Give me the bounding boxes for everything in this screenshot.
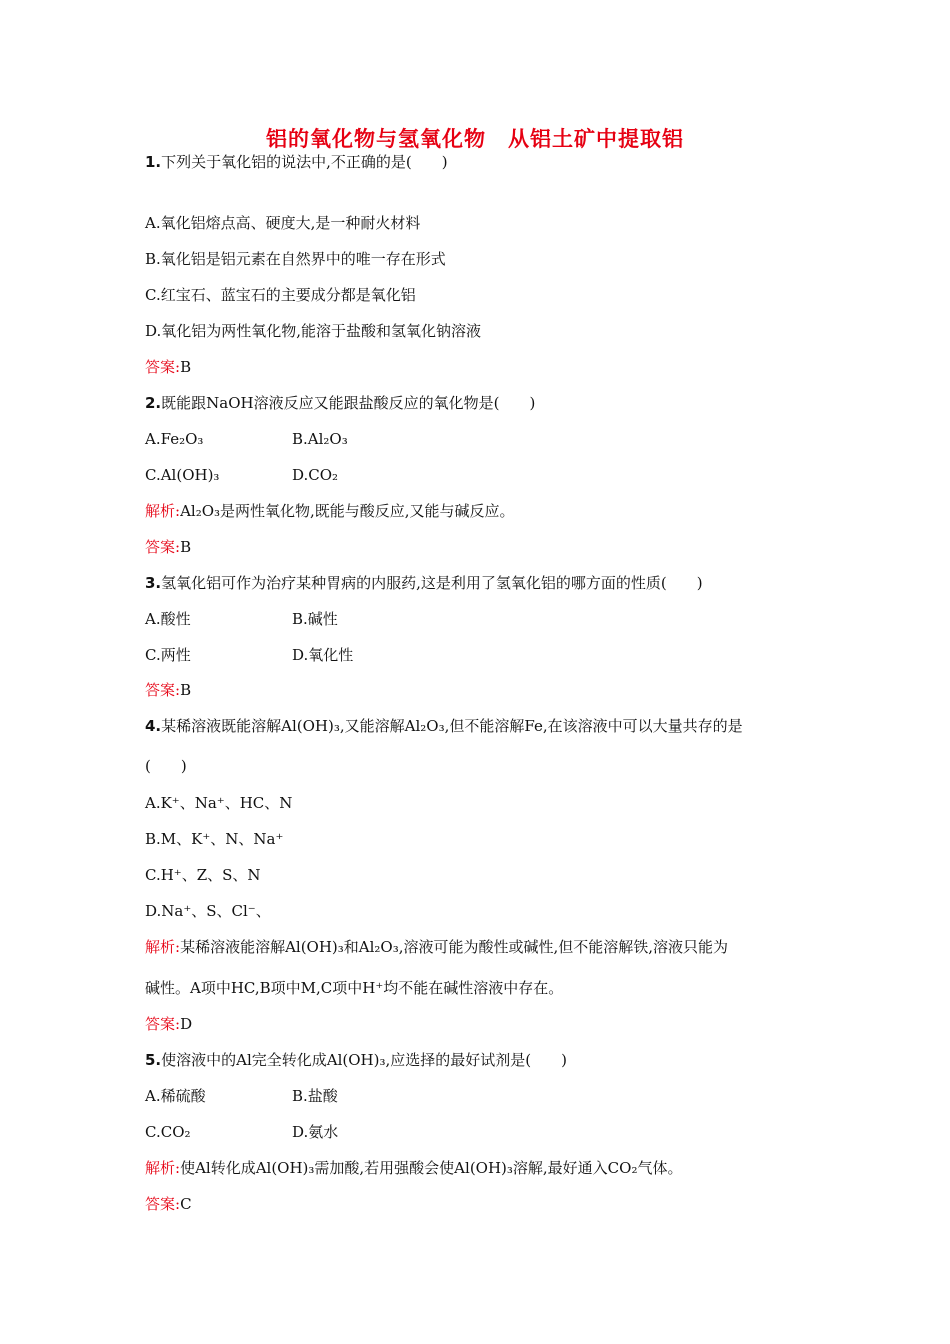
answer-label: 答案:: [145, 681, 181, 699]
q5-answer: [145, 1194, 192, 1214]
q3-option-b: B.碱性: [292, 610, 338, 628]
q2-option-d: D.CO₂: [292, 466, 339, 484]
q1-option-d: D.氧化铝为两性氧化物,能溶于盐酸和氢氧化钠溶液: [145, 322, 482, 340]
question-3: [145, 573, 703, 593]
analysis-text: Al₂O₃是两性氧化物,既能与酸反应,又能与碱反应。: [180, 502, 515, 520]
answer-label: 答案:: [145, 1015, 181, 1033]
q5-option-d: D.氨水: [292, 1123, 339, 1141]
question-1: [145, 152, 448, 172]
answer-label: 答案:: [145, 1195, 181, 1213]
question-number: 4.: [145, 717, 162, 735]
question-number: 5.: [145, 1051, 162, 1069]
q3-option-d: D.氧化性: [292, 646, 354, 664]
question-stem: 氢氧化铝可作为治疗某种胃病的内服药,这是利用了氢氧化铝的哪方面的性质( ): [161, 574, 703, 592]
q4-analysis: [145, 937, 728, 957]
answer-value: D: [180, 1015, 193, 1033]
question-stem: 某稀溶液既能溶解Al(OH)₃,又能溶解Al₂O₃,但不能溶解Fe,在该溶液中可以大量共存的是: [161, 717, 743, 735]
q3-option-a: A.酸性: [145, 610, 191, 628]
question-5: [145, 1050, 567, 1070]
question-number: 1.: [145, 153, 162, 171]
q1-option-b: B.氧化铝是铝元素在自然界中的唯一存在形式: [145, 250, 446, 268]
analysis-label: 解析:: [145, 502, 181, 520]
q4-option-d: D.Na⁺、S、Cl⁻、: [145, 902, 271, 920]
q2-option-b: B.Al₂O₃: [292, 430, 348, 448]
q1-answer: [145, 357, 191, 377]
q2-option-a: A.Fe₂O₃: [145, 430, 204, 448]
answer-value: C: [180, 1195, 192, 1213]
q5-option-a: A.稀硫酸: [145, 1087, 206, 1105]
q5-option-b: B.盐酸: [292, 1087, 338, 1105]
q2-answer: [145, 537, 191, 557]
answer-value: B: [180, 681, 192, 699]
answer-label: 答案:: [145, 538, 181, 556]
question-number: 2.: [145, 394, 162, 412]
q4-option-a: A.K⁺、Na⁺、HC、N: [145, 794, 293, 812]
q4-answer: [145, 1014, 192, 1034]
question-4-blank: ( ): [145, 757, 187, 775]
q5-analysis: [145, 1158, 682, 1178]
question-number: 3.: [145, 574, 162, 592]
analysis-label: 解析:: [145, 1159, 181, 1177]
q1-option-a: A.氧化铝熔点高、硬度大,是一种耐火材料: [145, 214, 421, 232]
question-4: [145, 716, 743, 736]
analysis-text: 使Al转化成Al(OH)₃需加酸,若用强酸会使Al(OH)₃溶解,最好通入CO₂气体。: [180, 1159, 683, 1177]
q1-option-c: C.红宝石、蓝宝石的主要成分都是氧化铝: [145, 286, 416, 304]
analysis-text: 某稀溶液能溶解Al(OH)₃和Al₂O₃,溶液可能为酸性或碱性,但不能溶解铁,溶液只能为: [180, 938, 729, 956]
question-stem: 下列关于氧化铝的说法中,不正确的是( ): [161, 153, 448, 171]
document-title: 铝的氧化物与氢氧化物 从铝土矿中提取铝: [266, 127, 684, 151]
question-2: [145, 393, 535, 413]
question-stem: 使溶液中的Al完全转化成Al(OH)₃,应选择的最好试剂是( ): [161, 1051, 567, 1069]
q2-analysis: [145, 501, 515, 521]
q4-option-c: C.H⁺、Z、S、N: [145, 866, 261, 884]
answer-value: B: [180, 358, 192, 376]
analysis-label: 解析:: [145, 938, 181, 956]
q2-option-c: C.Al(OH)₃: [145, 466, 220, 484]
answer-value: B: [180, 538, 192, 556]
q5-option-c: C.CO₂: [145, 1123, 191, 1141]
q4-analysis-continued: 碱性。A项中HC,B项中M,C项中H⁺均不能在碱性溶液中存在。: [145, 979, 564, 997]
question-stem: 既能跟NaOH溶液反应又能跟盐酸反应的氧化物是( ): [161, 394, 536, 412]
q3-answer: [145, 680, 191, 700]
answer-label: 答案:: [145, 358, 181, 376]
q4-option-b: B.M、K⁺、N、Na⁺: [145, 830, 284, 848]
q3-option-c: C.两性: [145, 646, 191, 664]
